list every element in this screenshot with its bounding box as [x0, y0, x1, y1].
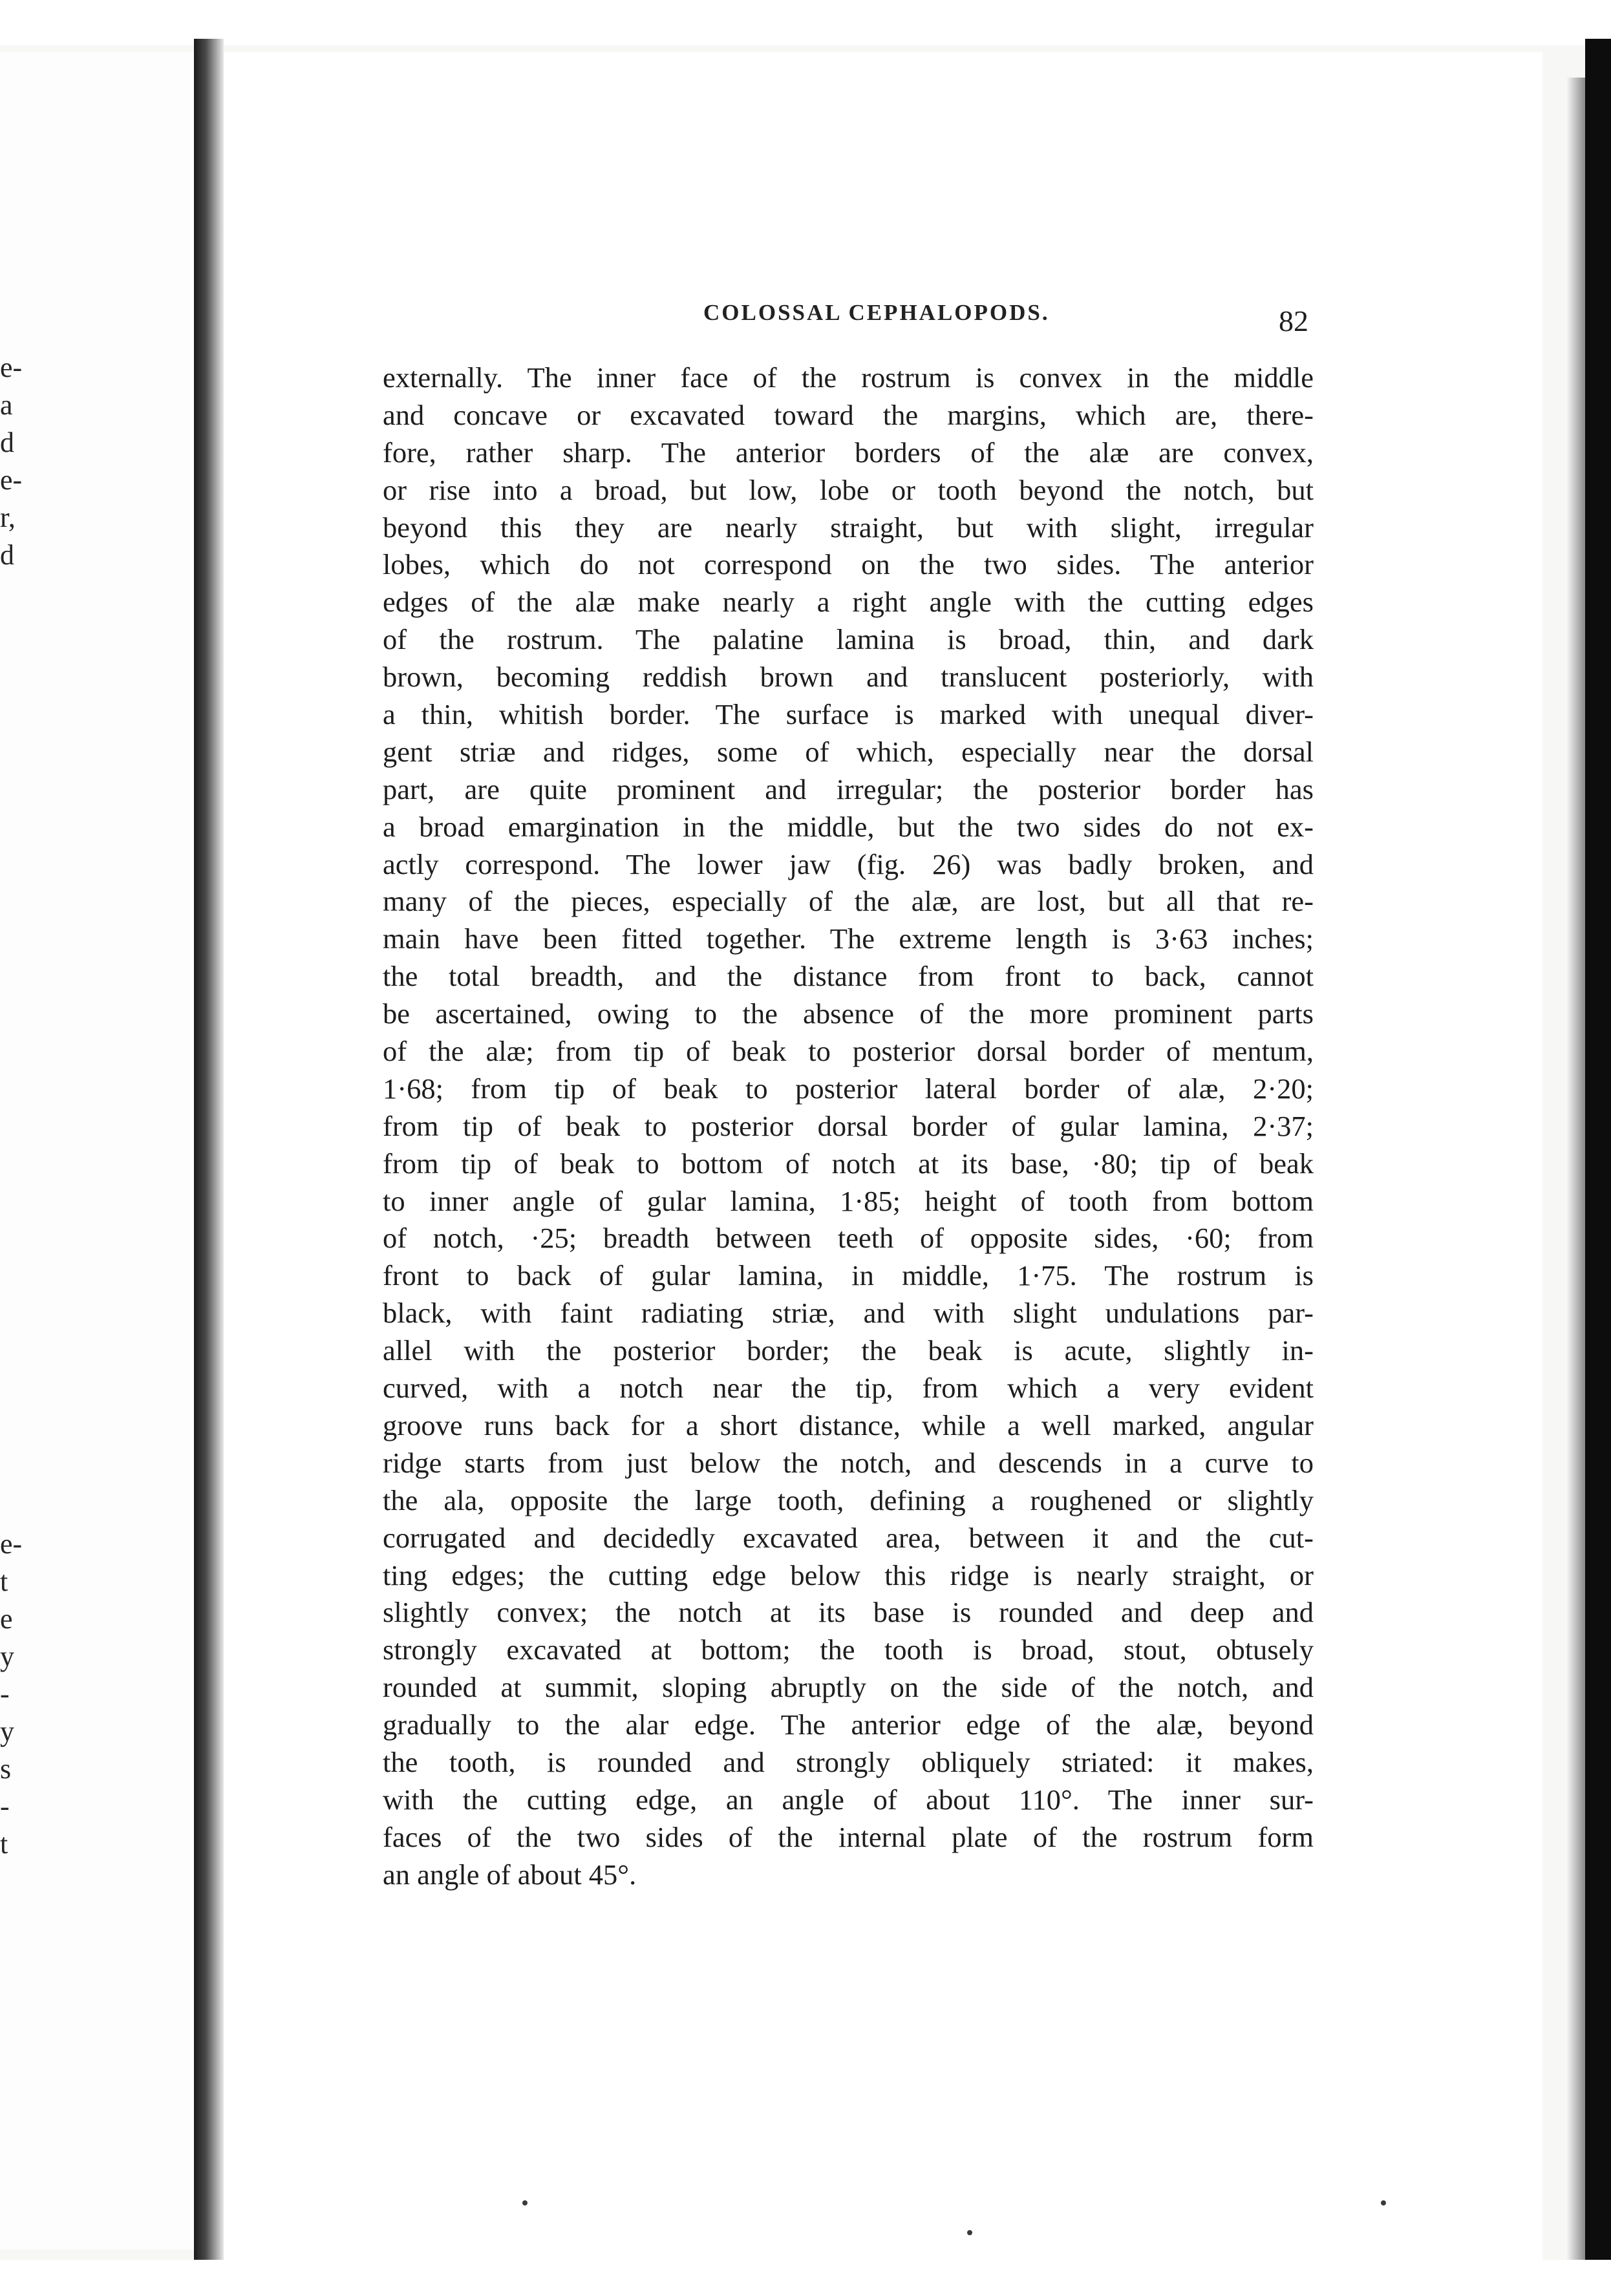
- text-line: of notch, ·25; breadth between teeth of opposite sides, ·60; from: [383, 1222, 1314, 1255]
- text-line: and concave or excavated toward the margins, which are, there-: [383, 398, 1314, 431]
- text-line: the ala, opposite the large tooth, defining a roughened or slightly: [383, 1483, 1314, 1516]
- fragment: s: [0, 1753, 12, 1785]
- scan-speck: [967, 2230, 972, 2235]
- text-line: 1·68; from tip of beak to posterior lateral border of alæ, 2·20;: [383, 1072, 1314, 1105]
- text-line: brown, becoming reddish brown and translucent posteriorly, with: [383, 661, 1314, 694]
- text-line: a thin, whitish border. The surface is marked with unequal diver-: [383, 698, 1314, 731]
- text-line: gradually to the alar edge. The anterior edge of the alæ, beyond: [383, 1708, 1314, 1741]
- fragment: r,: [0, 502, 16, 533]
- text-line: front to back of gular lamina, in middle, 1·75. The rostrum is: [383, 1259, 1314, 1292]
- text-line: slightly convex; the notch at its base is rounded and deep and: [383, 1596, 1314, 1629]
- fragment: e-: [0, 464, 23, 496]
- text-line: ting edges; the cutting edge below this ridge is nearly straight, or: [383, 1558, 1314, 1591]
- text-line: beyond this they are nearly straight, but with slight, irregular: [383, 511, 1314, 544]
- text-line: to inner angle of gular lamina, 1·85; height of tooth from bottom: [383, 1184, 1314, 1217]
- text-line: a broad emargination in the middle, but the two sides do not ex-: [383, 810, 1314, 843]
- text-line: from tip of beak to posterior dorsal border of gular lamina, 2·37;: [383, 1109, 1314, 1142]
- scan-top-margin: [0, 0, 1611, 45]
- text-line: actly correspond. The lower jaw (fig. 26) was badly broken, and: [383, 847, 1314, 880]
- previous-page-fragments-bottom: [0, 1525, 23, 1863]
- text-line: groove runs back for a short distance, while a well marked, angular: [383, 1408, 1314, 1441]
- page-edge-shadow: [1567, 78, 1585, 2262]
- text-line: ridge starts from just below the notch, and descends in a curve to: [383, 1446, 1314, 1479]
- fragment: e-: [0, 1528, 23, 1560]
- text-line: of the rostrum. The palatine lamina is broad, thin, and dark: [383, 623, 1314, 656]
- text-line: allel with the posterior border; the beak is acute, slightly in-: [383, 1334, 1314, 1367]
- text-line: many of the pieces, especially of the alæ, are lost, but all that re-: [383, 885, 1314, 918]
- text-line: an angle of about 45°.: [383, 1858, 637, 1891]
- fragment: t: [0, 1566, 8, 1597]
- text-line: part, are quite prominent and irregular; the posterior border has: [383, 772, 1314, 805]
- text-line: externally. The inner face of the rostrum is convex in the middle: [383, 361, 1314, 394]
- text-line: gent striæ and ridges, some of which, especially near the dorsal: [383, 735, 1314, 768]
- text-line: or rise into a broad, but low, lobe or tooth beyond the notch, but: [383, 473, 1314, 506]
- fragment: e: [0, 1603, 13, 1635]
- page-number: 82: [1279, 304, 1308, 337]
- fragment: -: [0, 1678, 10, 1710]
- scan-right-border: [1585, 39, 1611, 2295]
- body-paragraph: [383, 359, 1314, 1894]
- scan-speck: [522, 2200, 528, 2206]
- fragment: d: [0, 539, 14, 571]
- fragment: y: [0, 1716, 14, 1747]
- text-line: be ascertained, owing to the absence of the more prominent parts: [383, 997, 1314, 1030]
- fragment: t: [0, 1828, 8, 1860]
- text-line: the total breadth, and the distance from front to back, cannot: [383, 960, 1314, 993]
- text-line: faces of the two sides of the internal plate of the rostrum form: [383, 1820, 1314, 1853]
- fragment: d: [0, 427, 14, 458]
- text-line: strongly excavated at bottom; the tooth is broad, stout, obtusely: [383, 1633, 1314, 1666]
- fragment: a: [0, 389, 13, 421]
- text-line: corrugated and decidedly excavated area, between it and the cut-: [383, 1521, 1314, 1554]
- text-line: black, with faint radiating striæ, and with slight undulations par-: [383, 1297, 1314, 1330]
- text-line: curved, with a notch near the tip, from which a very evident: [383, 1372, 1314, 1405]
- previous-page-fragments-top: [0, 349, 23, 574]
- text-line: main have been fitted together. The extreme length is 3·63 inches;: [383, 922, 1314, 955]
- text-line: rounded at summit, sloping abruptly on the side of the notch, and: [383, 1671, 1314, 1704]
- text-line: fore, rather sharp. The anterior borders of the alæ are convex,: [383, 436, 1314, 469]
- fragment: -: [0, 1791, 10, 1822]
- text-line: the tooth, is rounded and strongly obliquely striated: it makes,: [383, 1745, 1314, 1778]
- text-line: lobes, which do not correspond on the two sides. The anterior: [383, 548, 1314, 581]
- scan-bottom-margin: [0, 2260, 1611, 2296]
- running-title: COLOSSAL CEPHALOPODS.: [703, 300, 1050, 325]
- text-line: edges of the alæ make nearly a right angle with the cutting edges: [383, 586, 1314, 619]
- text-line: of the alæ; from tip of beak to posterior dorsal border of mentum,: [383, 1035, 1314, 1068]
- fragment: y: [0, 1641, 14, 1672]
- fragment: e-: [0, 352, 23, 383]
- text-line: with the cutting edge, an angle of about 110°. The inner sur-: [383, 1783, 1314, 1816]
- book-gutter-shadow: [194, 39, 224, 2269]
- text-line: from tip of beak to bottom of notch at its base, ·80; tip of beak: [383, 1147, 1314, 1180]
- previous-page-sliver: [0, 52, 194, 2249]
- scan-speck: [1381, 2200, 1386, 2206]
